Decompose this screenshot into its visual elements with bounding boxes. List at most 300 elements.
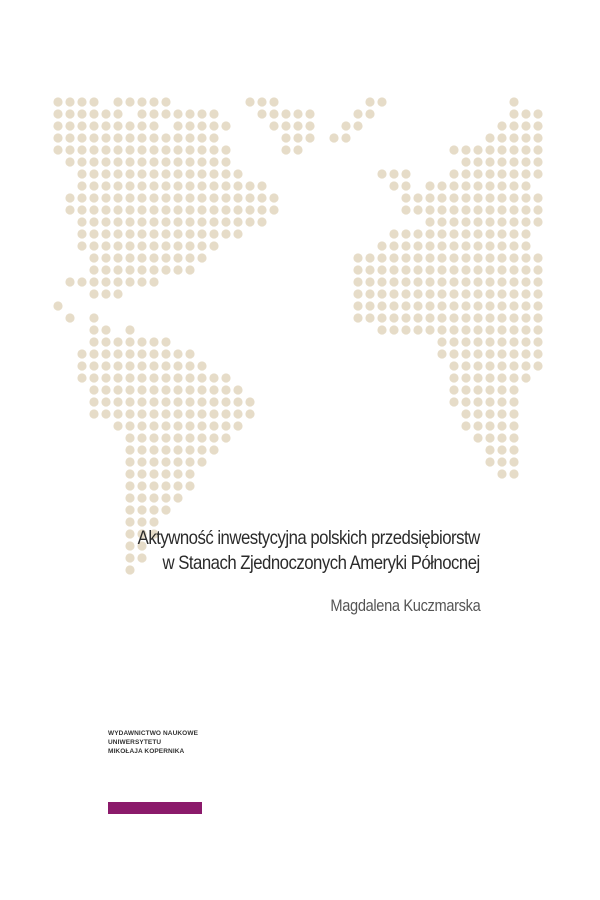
map-dot [461, 385, 470, 394]
map-dot [89, 229, 98, 238]
map-dot [425, 181, 434, 190]
map-dot [137, 505, 146, 514]
map-dot [65, 97, 74, 106]
map-dot [401, 193, 410, 202]
map-dot [89, 109, 98, 118]
map-dot [245, 193, 254, 202]
map-dot [101, 397, 110, 406]
map-dot [425, 253, 434, 262]
map-dot [473, 409, 482, 418]
map-dot [461, 217, 470, 226]
map-dot [293, 109, 302, 118]
map-dot [521, 301, 530, 310]
map-dot [521, 229, 530, 238]
map-dot [473, 169, 482, 178]
map-dot [89, 157, 98, 166]
map-dot [485, 349, 494, 358]
map-dot [173, 373, 182, 382]
map-dot [485, 445, 494, 454]
map-dot [449, 265, 458, 274]
map-dot [485, 169, 494, 178]
map-dot [221, 145, 230, 154]
map-dot [473, 313, 482, 322]
map-dot [161, 397, 170, 406]
map-dot [89, 337, 98, 346]
map-dot [77, 373, 86, 382]
map-dot [161, 169, 170, 178]
map-dot [509, 325, 518, 334]
map-dot [173, 361, 182, 370]
map-dot [509, 229, 518, 238]
map-dot [461, 265, 470, 274]
map-dot [233, 421, 242, 430]
map-dot [161, 457, 170, 466]
publisher-name [108, 729, 198, 756]
map-dot [497, 445, 506, 454]
map-dot [269, 121, 278, 130]
map-dot [185, 157, 194, 166]
map-dot [233, 229, 242, 238]
map-dot [521, 325, 530, 334]
map-dot [245, 397, 254, 406]
map-dot [77, 145, 86, 154]
map-dot [521, 277, 530, 286]
map-dot [137, 421, 146, 430]
map-dot [197, 241, 206, 250]
map-dot [473, 157, 482, 166]
map-dot [509, 181, 518, 190]
map-dot [233, 169, 242, 178]
publisher-line-3: MIKOŁAJA KOPERNIKA [108, 748, 185, 755]
map-dot [137, 217, 146, 226]
map-dot [401, 205, 410, 214]
map-dot [125, 385, 134, 394]
map-dot [473, 145, 482, 154]
map-dot [353, 277, 362, 286]
map-dot [113, 397, 122, 406]
map-dot [509, 169, 518, 178]
map-dot [473, 421, 482, 430]
map-dot [401, 181, 410, 190]
map-dot [101, 205, 110, 214]
map-dot [209, 193, 218, 202]
map-dot [161, 133, 170, 142]
map-dot [125, 445, 134, 454]
map-dot [521, 313, 530, 322]
map-dot [425, 289, 434, 298]
map-dot [377, 313, 386, 322]
map-dot [473, 265, 482, 274]
map-dot [497, 421, 506, 430]
map-dot [209, 433, 218, 442]
map-dot [185, 481, 194, 490]
map-dot [89, 241, 98, 250]
map-dot [161, 349, 170, 358]
map-dot [149, 337, 158, 346]
map-dot [185, 469, 194, 478]
map-dot [101, 265, 110, 274]
map-dot [209, 145, 218, 154]
map-dot [89, 385, 98, 394]
map-dot [53, 145, 62, 154]
map-dot [437, 181, 446, 190]
map-dot [473, 217, 482, 226]
map-dot [377, 97, 386, 106]
map-dot [497, 361, 506, 370]
map-dot [329, 133, 338, 142]
map-dot [209, 241, 218, 250]
book-cover [50, 88, 550, 814]
map-dot [161, 445, 170, 454]
map-dot [305, 109, 314, 118]
map-dot [449, 229, 458, 238]
map-dot [509, 361, 518, 370]
map-dot [173, 457, 182, 466]
map-dot [209, 229, 218, 238]
map-dot [125, 361, 134, 370]
map-dot [533, 301, 542, 310]
map-dot [305, 133, 314, 142]
map-dot [137, 181, 146, 190]
map-dot [137, 469, 146, 478]
map-dot [101, 121, 110, 130]
map-dot [197, 205, 206, 214]
map-dot [245, 205, 254, 214]
map-dot [449, 145, 458, 154]
map-dot [125, 349, 134, 358]
map-dot [509, 409, 518, 418]
map-dot [197, 229, 206, 238]
map-dot [173, 181, 182, 190]
map-dot [473, 253, 482, 262]
map-dot [89, 217, 98, 226]
map-dot [485, 409, 494, 418]
map-dot [509, 241, 518, 250]
map-dot [437, 277, 446, 286]
map-dot [89, 169, 98, 178]
map-dot [197, 253, 206, 262]
map-dot [353, 109, 362, 118]
map-dot [137, 349, 146, 358]
map-dot [113, 421, 122, 430]
map-dot [281, 133, 290, 142]
map-dot [185, 169, 194, 178]
map-dot [197, 181, 206, 190]
map-dot [449, 253, 458, 262]
map-dot [401, 265, 410, 274]
map-dot [125, 181, 134, 190]
map-dot [509, 337, 518, 346]
map-dot [125, 205, 134, 214]
map-dot [485, 253, 494, 262]
map-dot [197, 193, 206, 202]
map-dot [101, 253, 110, 262]
map-dot [473, 193, 482, 202]
map-dot [413, 325, 422, 334]
map-dot [509, 445, 518, 454]
map-dot [161, 433, 170, 442]
map-dot [497, 157, 506, 166]
map-dot [365, 265, 374, 274]
map-dot [245, 217, 254, 226]
map-dot [449, 313, 458, 322]
map-dot [149, 469, 158, 478]
map-dot [461, 409, 470, 418]
map-dot [77, 121, 86, 130]
map-dot [77, 133, 86, 142]
map-dot [149, 409, 158, 418]
map-dot [173, 397, 182, 406]
map-dot [185, 397, 194, 406]
map-dot [485, 133, 494, 142]
map-dot [389, 229, 398, 238]
map-dot [89, 349, 98, 358]
map-dot [173, 205, 182, 214]
map-dot [533, 133, 542, 142]
map-dot [281, 109, 290, 118]
map-dot [413, 313, 422, 322]
map-dot [509, 205, 518, 214]
map-dot [209, 205, 218, 214]
map-dot [53, 97, 62, 106]
map-dot [161, 505, 170, 514]
map-dot [497, 181, 506, 190]
map-dot [509, 133, 518, 142]
map-dot [137, 265, 146, 274]
map-dot [461, 145, 470, 154]
map-dot [149, 205, 158, 214]
map-dot [137, 97, 146, 106]
map-dot [197, 373, 206, 382]
map-dot [185, 217, 194, 226]
author-name: Magdalena Kuczmarska [330, 596, 480, 615]
map-dot [533, 313, 542, 322]
map-dot [149, 481, 158, 490]
map-dot [89, 145, 98, 154]
map-dot [137, 109, 146, 118]
map-dot [425, 313, 434, 322]
map-dot [521, 337, 530, 346]
map-dot [389, 241, 398, 250]
map-dot [77, 241, 86, 250]
map-dot [497, 145, 506, 154]
map-dot [209, 157, 218, 166]
map-dot [449, 361, 458, 370]
map-dot [125, 337, 134, 346]
map-dot [185, 385, 194, 394]
map-dot [269, 205, 278, 214]
map-dot [437, 349, 446, 358]
map-dot [161, 361, 170, 370]
map-dot [173, 121, 182, 130]
map-dot [401, 253, 410, 262]
map-dot [161, 253, 170, 262]
map-dot [389, 277, 398, 286]
map-dot [185, 361, 194, 370]
map-dot [257, 205, 266, 214]
map-dot [485, 433, 494, 442]
map-dot [149, 217, 158, 226]
map-dot [125, 517, 134, 526]
map-dot [233, 217, 242, 226]
map-dot [377, 265, 386, 274]
map-dot [101, 361, 110, 370]
map-dot [89, 265, 98, 274]
map-dot [461, 361, 470, 370]
map-dot [497, 193, 506, 202]
map-dot [185, 349, 194, 358]
map-dot [149, 433, 158, 442]
map-dot [137, 169, 146, 178]
map-dot [161, 409, 170, 418]
map-dot [161, 265, 170, 274]
map-dot [365, 301, 374, 310]
map-dot [401, 325, 410, 334]
map-dot [185, 229, 194, 238]
map-dot [353, 301, 362, 310]
map-dot [485, 205, 494, 214]
map-dot [197, 385, 206, 394]
map-dot [413, 241, 422, 250]
map-dot [113, 121, 122, 130]
map-dot [473, 373, 482, 382]
map-dot [389, 289, 398, 298]
map-dot [101, 325, 110, 334]
map-dot [125, 373, 134, 382]
map-dot [77, 349, 86, 358]
map-dot [173, 409, 182, 418]
map-dot [425, 205, 434, 214]
map-dot [377, 253, 386, 262]
map-dot [113, 229, 122, 238]
book-title [138, 526, 480, 576]
map-dot [113, 361, 122, 370]
map-dot [125, 277, 134, 286]
map-dot [365, 277, 374, 286]
map-dot [509, 97, 518, 106]
map-dot [221, 205, 230, 214]
map-dot [221, 193, 230, 202]
map-dot [77, 229, 86, 238]
map-dot [257, 109, 266, 118]
map-dot [173, 109, 182, 118]
map-dot [473, 433, 482, 442]
map-dot [185, 121, 194, 130]
map-dot [113, 349, 122, 358]
map-dot [401, 241, 410, 250]
map-dot [113, 277, 122, 286]
map-dot [101, 349, 110, 358]
map-dot [233, 205, 242, 214]
map-dot [485, 301, 494, 310]
map-dot [137, 445, 146, 454]
map-dot [413, 253, 422, 262]
map-dot [125, 565, 134, 574]
map-dot [497, 397, 506, 406]
map-dot [185, 109, 194, 118]
map-dot [521, 289, 530, 298]
map-dot [173, 253, 182, 262]
map-dot [509, 109, 518, 118]
map-dot [185, 457, 194, 466]
map-dot [461, 349, 470, 358]
map-dot [161, 157, 170, 166]
map-dot [89, 181, 98, 190]
map-dot [461, 373, 470, 382]
map-dot [65, 313, 74, 322]
map-dot [485, 337, 494, 346]
map-dot [497, 229, 506, 238]
map-dot [65, 145, 74, 154]
map-dot [497, 337, 506, 346]
map-dot [437, 193, 446, 202]
map-dot [425, 265, 434, 274]
map-dot [197, 217, 206, 226]
map-dot [461, 277, 470, 286]
map-dot [53, 301, 62, 310]
map-dot [161, 241, 170, 250]
map-dot [461, 169, 470, 178]
map-dot [449, 217, 458, 226]
map-dot [209, 217, 218, 226]
map-dot [449, 277, 458, 286]
map-dot [197, 409, 206, 418]
map-dot [425, 277, 434, 286]
map-dot [437, 325, 446, 334]
map-dot [521, 265, 530, 274]
map-dot [233, 385, 242, 394]
map-dot [185, 133, 194, 142]
map-dot [365, 289, 374, 298]
map-dot [173, 349, 182, 358]
map-dot [221, 421, 230, 430]
map-dot [125, 541, 134, 550]
map-dot [449, 205, 458, 214]
map-dot [497, 373, 506, 382]
map-dot [137, 157, 146, 166]
map-dot [533, 325, 542, 334]
map-dot [437, 301, 446, 310]
map-dot [353, 265, 362, 274]
map-dot [89, 373, 98, 382]
map-dot [485, 385, 494, 394]
map-dot [161, 181, 170, 190]
map-dot [485, 229, 494, 238]
map-dot [125, 529, 134, 538]
map-dot [221, 181, 230, 190]
map-dot [533, 121, 542, 130]
map-dot [125, 493, 134, 502]
map-dot [509, 157, 518, 166]
map-dot [377, 301, 386, 310]
map-dot [521, 205, 530, 214]
map-dot [161, 217, 170, 226]
map-dot [497, 409, 506, 418]
map-dot [149, 133, 158, 142]
map-dot [125, 409, 134, 418]
map-dot [125, 457, 134, 466]
map-dot [197, 433, 206, 442]
map-dot [509, 145, 518, 154]
map-dot [401, 289, 410, 298]
map-dot [233, 181, 242, 190]
map-dot [101, 145, 110, 154]
map-dot [449, 181, 458, 190]
map-dot [401, 169, 410, 178]
map-dot [221, 229, 230, 238]
map-dot [137, 385, 146, 394]
map-dot [125, 169, 134, 178]
